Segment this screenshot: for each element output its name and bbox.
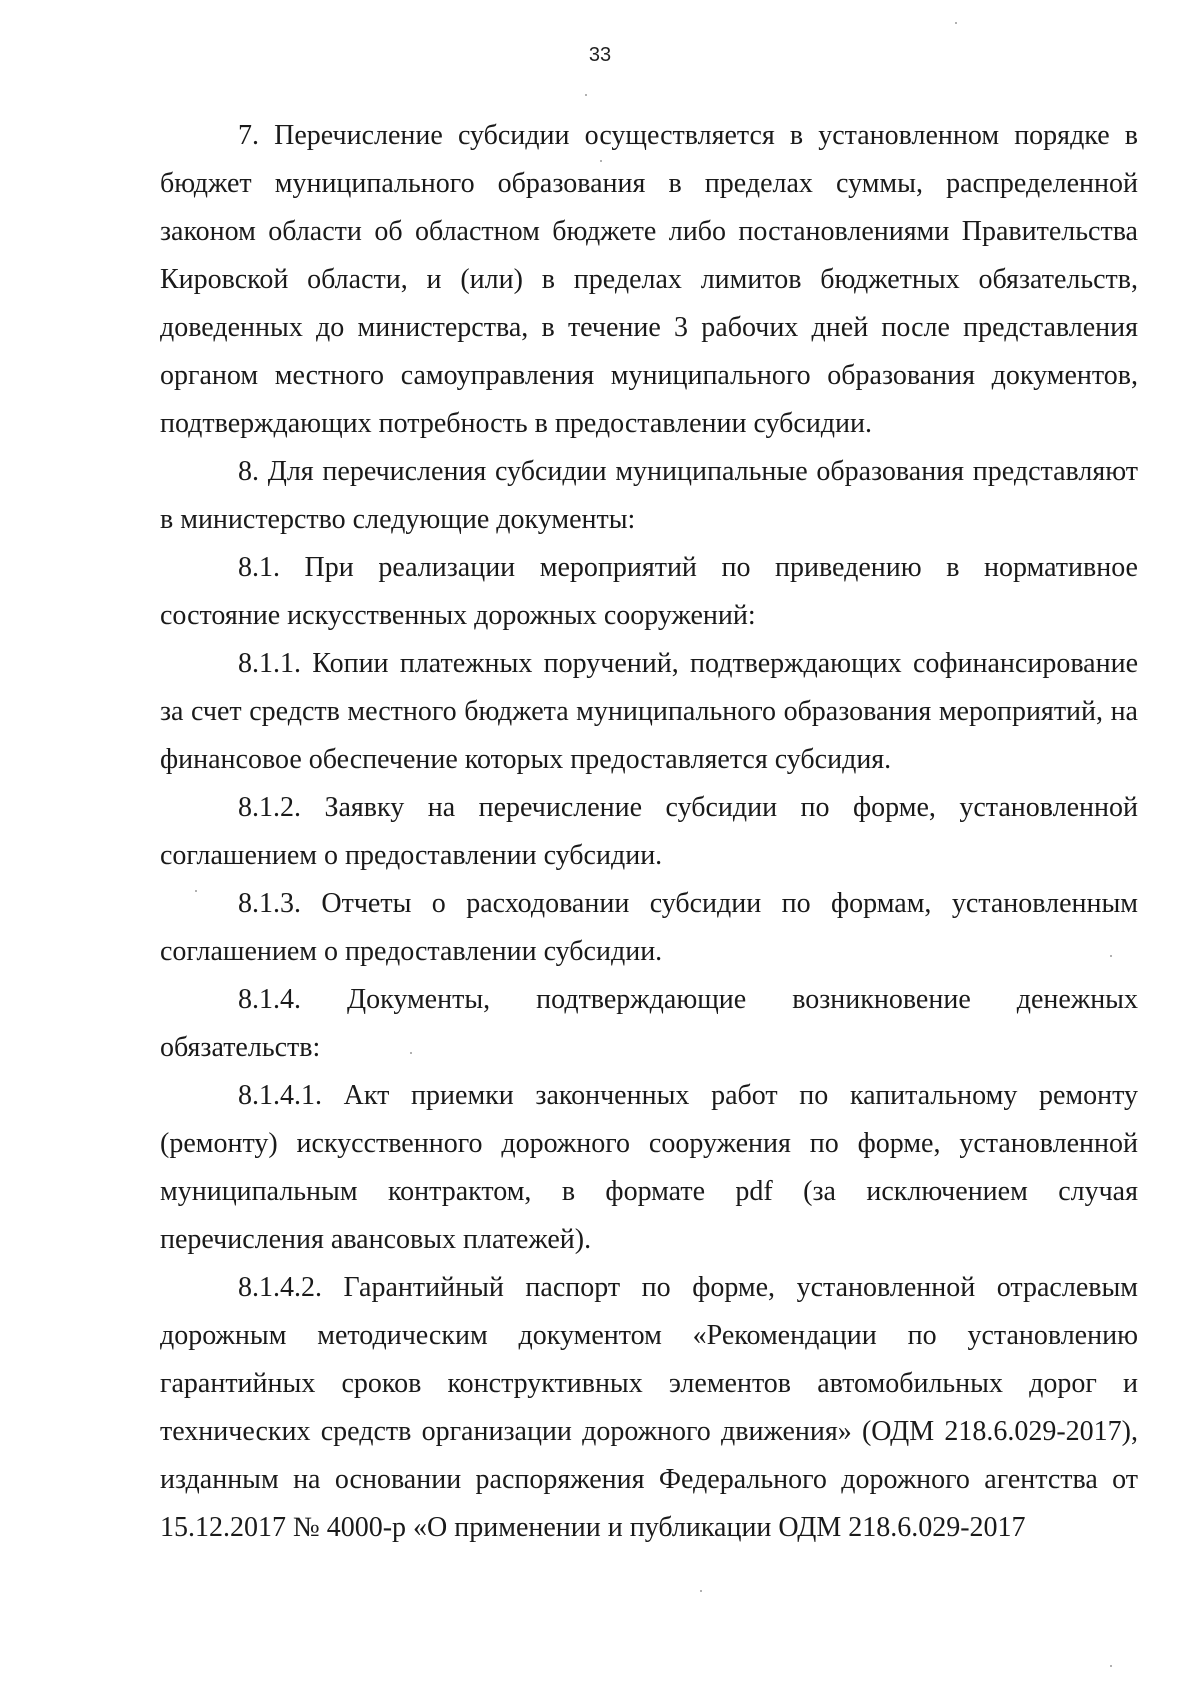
scan-speck [585,94,587,96]
paragraph-8-1-2: 8.1.2. Заявку на перечисление субсидии по форме, установленной соглашением о предоставлении субсидии. [160,792,1138,871]
scan-speck [600,160,602,162]
paragraph-7: 7. Перечисление субсидии осуществляется в установленном порядке в бюджет муниципального образования в пределах суммы, распределенной законом области об областном бюджете либо постановлениями Правительства Кировской области, и (или) в пределах лимитов бюджетных обязательств, доведенных до министерства, в течение 3 рабочих дней после представления органом местного самоуправления муниципального образования документов, подтверждающих потребность в предоставлении субсидии. [160,120,1138,439]
scan-speck [410,1052,412,1054]
paragraph-8-1-1: 8.1.1. Копии платежных поручений, подтверждающих софинансирование за счет средств местного бюджета муниципального образования мероприятий, на финансовое обеспечение которых предоставляется субсидия. [160,648,1138,775]
scan-speck [1110,1665,1112,1667]
paragraph-8-1-3: 8.1.3. Отчеты о расходовании субсидии по формам, установленным соглашением о предоставлении субсидии. [160,888,1138,967]
scan-speck [955,22,957,24]
paragraph-8-1-4: 8.1.4. Документы, подтверждающие возникновение денежных обязательств: [160,984,1138,1063]
document-body [160,112,1138,1552]
paragraph-8-1-4-2: 8.1.4.2. Гарантийный паспорт по форме, установленной отраслевым дорожным методическим документом «Рекомендации по установлению гарантийных сроков конструктивных элементов автомобильных дорог и технических средств организации дорожного движения» (ОДМ 218.6.029-2017), изданным на основании распоряжения Федерального дорожного агентства от 15.12.2017 № 4000-р «О применении и публикации ОДМ 218.6.029-2017 [160,1272,1138,1543]
page-number: 33 [588,44,612,66]
paragraph-8: 8. Для перечисления субсидии муниципальные образования представляют в министерство следующие документы: [160,456,1138,535]
scan-speck [1110,955,1112,957]
paragraph-8-1-4-1: 8.1.4.1. Акт приемки законченных работ по капитальному ремонту (ремонту) искусственного дорожного сооружения по форме, установленной муниципальным контрактом, в формате pdf (за исключением случая перечисления авансовых платежей). [160,1080,1138,1255]
scan-speck [195,890,197,892]
scan-speck [700,1590,702,1592]
paragraph-8-1: 8.1. При реализации мероприятий по приведению в нормативное состояние искусственных дорожных сооружений: [160,552,1138,631]
